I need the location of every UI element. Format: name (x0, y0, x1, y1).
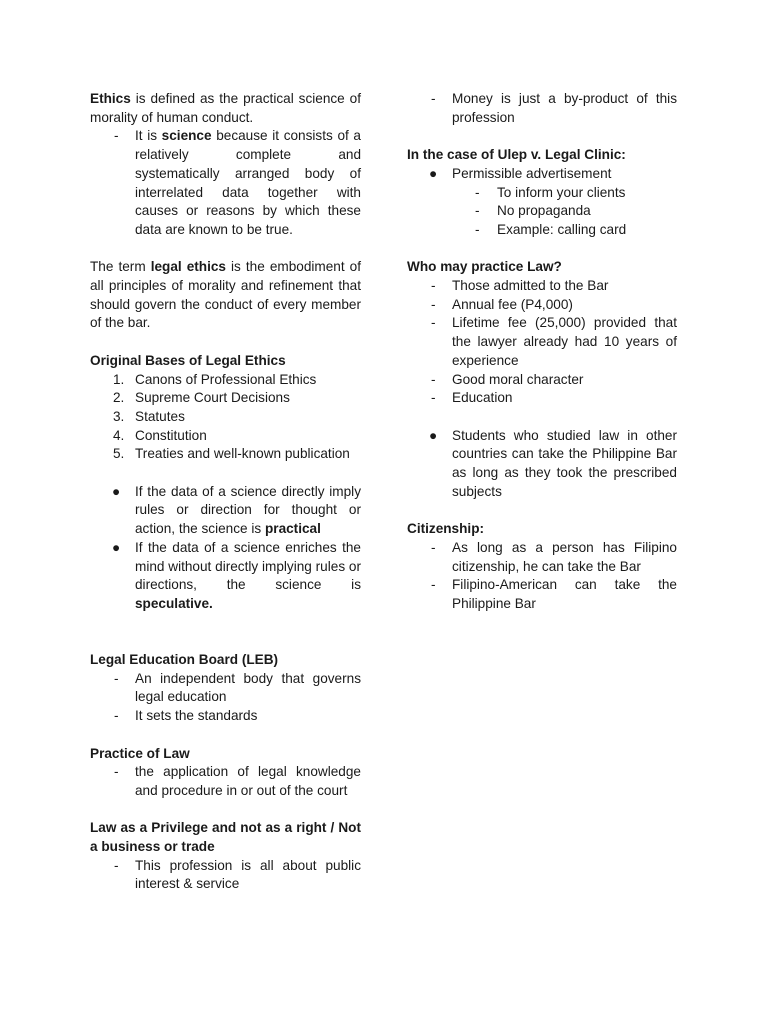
leb-list (90, 670, 361, 726)
list-item: - This profession is all about public interest & service (114, 857, 361, 892)
list-item: - Education (431, 390, 513, 406)
privilege-heading: Law as a Privilege and not as a right / Not a business or trade (90, 820, 361, 855)
list-item: - Lifetime fee (25,000) provided that the lawyer already had 10 years of experience (431, 315, 677, 368)
leb-heading: Legal Education Board (LEB) (90, 652, 279, 668)
practice-heading: Practice of Law (90, 745, 190, 761)
who-bullets (407, 427, 677, 502)
ulep-bullets (407, 165, 677, 240)
ethics-term: Ethics (90, 91, 131, 106)
list-item: - Example: calling card (475, 221, 627, 237)
practice-list (90, 763, 361, 800)
list-item: ● If the data of a science enriches the mind without directly implying rules or directions, the science is speculative. (112, 539, 361, 611)
privilege-list (90, 857, 361, 894)
ethics-definition (90, 90, 361, 127)
list-item: - the application of legal knowledge and procedure in or out of the court (114, 764, 361, 798)
list-item: - Money is just a by-product of this profession (431, 91, 677, 125)
list-item: - It sets the standards (114, 708, 258, 724)
list-item: - Filipino-American can take the Philippine Bar (431, 577, 677, 611)
ethics-definition-text: is defined as the practical science of morality of human conduct. (90, 91, 361, 125)
dash-marker: - (114, 128, 119, 144)
list-item: - It is science because it consists of a relatively complete and systematically arranged body of interrelated data together with causes or reasons by which these data are known to be true. (114, 128, 361, 237)
science-bullets (90, 483, 361, 614)
ethics-list (90, 127, 361, 239)
bullet-marker: ● (429, 427, 438, 443)
citizenship-heading: Citizenship: (407, 521, 485, 537)
list-item: - Annual fee (P4,000) (431, 296, 573, 312)
list-item: 4. Constitution (113, 427, 207, 443)
citizenship-list (407, 539, 677, 614)
money-list (407, 90, 677, 127)
list-item: - To inform your clients (475, 184, 626, 200)
list-item: ● Students who studied law in other countries can take the Philippine Bar as long as they took the prescribed subjects (429, 427, 677, 499)
legal-ethics-definition: The term legal ethics is the embodiment of all principles of morality and refinement that should govern the conduct of every member of the bar. (90, 259, 361, 331)
ulep-sub-list (452, 184, 677, 240)
list-item: - As long as a person has Filipino citizenship, he can take the Bar (431, 539, 677, 574)
right-column (407, 90, 677, 614)
list-item: - Good moral character (431, 371, 584, 387)
list-item: 3. Statutes (113, 408, 185, 424)
bases-list (90, 371, 361, 465)
left-column (90, 90, 361, 894)
who-list (407, 277, 677, 408)
list-item: - No propaganda (475, 203, 591, 219)
ulep-heading: In the case of Ulep v. Legal Clinic: (407, 147, 626, 163)
list-item: 1. Canons of Professional Ethics (113, 371, 317, 387)
list-item: - Those admitted to the Bar (431, 278, 609, 293)
list-item: ● If the data of a science directly imply rules or direction for thought or action, the science is practical (112, 483, 361, 537)
bullet-marker: ● (429, 165, 438, 181)
list-item: ● Permissible advertisement - To inform your clients - No propaganda - Example: calling card (407, 165, 677, 240)
legal-ethics-term: legal ethics (150, 259, 226, 275)
bases-heading: Original Bases of Legal Ethics (90, 352, 286, 368)
list-item: - An independent body that governs legal education (114, 670, 361, 705)
who-heading: Who may practice Law? (407, 259, 562, 275)
list-item: 5. Treaties and well-known publication (113, 446, 350, 462)
bullet-marker: ● (112, 539, 121, 555)
list-item: 2. Supreme Court Decisions (113, 390, 290, 406)
bullet-marker: ● (112, 483, 121, 499)
